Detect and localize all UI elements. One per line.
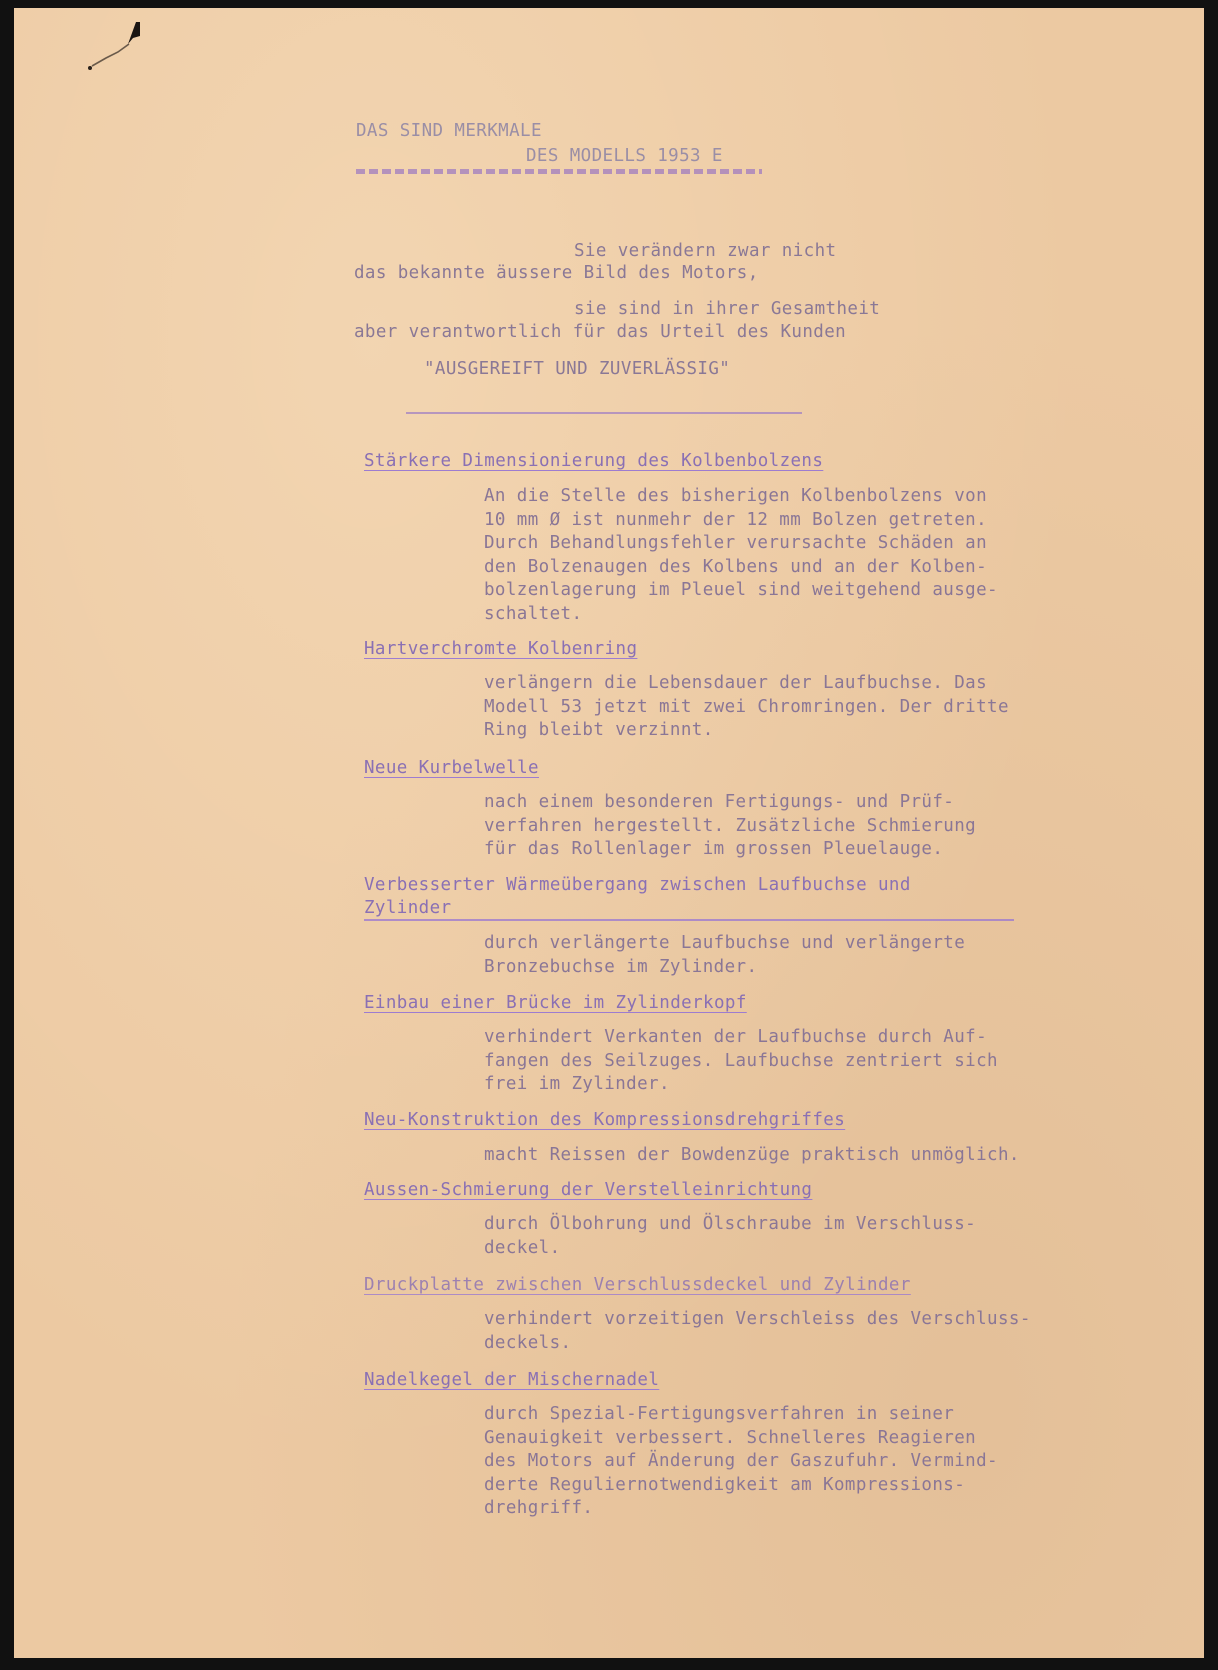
section-body-kompressionsdrehgriff: macht Reissen der Bowdenzüge praktisch unmöglich.: [484, 1145, 1020, 1165]
intro-line-3: sie sind in ihrer Gesamtheit: [574, 299, 881, 319]
document-title-line1: DAS SIND MERKMALE: [356, 121, 542, 141]
section-heading-nadelkegel: Nadelkegel der Mischernadel: [364, 1370, 660, 1390]
intro-line-2: das bekannte äussere Bild des Motors,: [354, 263, 759, 283]
section-heading-waermeuebergang-underline: [364, 919, 1014, 921]
document-page: [14, 8, 1204, 1658]
section-body-kolbenring: verlängern die Lebensdauer der Laufbuchse. Das Modell 53 jetzt mit zwei Chromringen. Der dritte Ring bleibt verzinnt.: [484, 673, 1009, 740]
section-heading-kompressionsdrehgriff: Neu-Konstruktion des Kompressionsdrehgriffes: [364, 1110, 846, 1130]
section-heading-kurbelwelle: Neue Kurbelwelle: [364, 758, 539, 778]
section-heading-druckplatte: Druckplatte zwischen Verschlussdeckel und Zylinder: [364, 1275, 911, 1295]
section-body-druckplatte: verhindert vorzeitigen Verschleiss des Verschluss- deckels.: [484, 1309, 1031, 1353]
section-body-kurbelwelle: nach einem besonderen Fertigungs- und Prüf- verfahren hergestellt. Zusätzliche Schmierung für das Rollenlager im grossen Pleuelauge.: [484, 792, 977, 859]
section-body-bruecke: verhindert Verkanten der Laufbuchse durch Auf- fangen des Seilzuges. Laufbuchse zentriert sich frei im Zylinder.: [484, 1027, 998, 1094]
section-body-aussen-schmierung: durch Ölbohrung und Ölschraube im Verschluss- deckel.: [484, 1214, 977, 1258]
section-body-waermeuebergang: durch verlängerte Laufbuchse und verlängerte Bronzebuchse im Zylinder.: [484, 933, 966, 977]
section-heading-waermeuebergang: Verbesserter Wärmeübergang zwischen Laufbuchse und Zylinder: [364, 875, 911, 918]
section-heading-kolbenbolzen: Stärkere Dimensionierung des Kolbenbolzens: [364, 451, 824, 471]
document-title-line2: DES MODELLS 1953 E: [526, 146, 723, 166]
section-body-kolbenbolzen: An die Stelle des bisherigen Kolbenbolzens von 10 mm Ø ist nunmehr der 12 mm Bolzen getreten. Durch Behandlungsfehler verursachte Schäden an den Bolzenaugen des Kolbens und an der Kolben- bolzenlagerung im Pleuel sind weitgehend ausge- schaltet.: [484, 486, 998, 624]
intro-line-1: Sie verändern zwar nicht: [574, 241, 837, 261]
section-body-nadelkegel: durch Spezial-Fertigungsverfahren in seiner Genauigkeit verbessert. Schnelleres Reagieren des Motors auf Änderung der Gaszufuhr. Vermind- derte Reguliernotwendigkeit am Kompressions- drehgriff.: [484, 1404, 998, 1518]
section-heading-kolbenring: Hartverchromte Kolbenring: [364, 639, 638, 659]
intro-quote: "AUSGEREIFT UND ZUVERLÄSSIG": [424, 359, 731, 379]
intro-separator: [406, 412, 802, 414]
torn-corner-mark: [84, 22, 140, 72]
intro-line-4: aber verantwortlich für das Urteil des Kunden: [354, 322, 847, 342]
section-heading-aussen-schmierung: Aussen-Schmierung der Verstelleinrichtung: [364, 1180, 813, 1200]
title-dashed-underline: [356, 169, 762, 174]
section-heading-bruecke: Einbau einer Brücke im Zylinderkopf: [364, 993, 747, 1013]
